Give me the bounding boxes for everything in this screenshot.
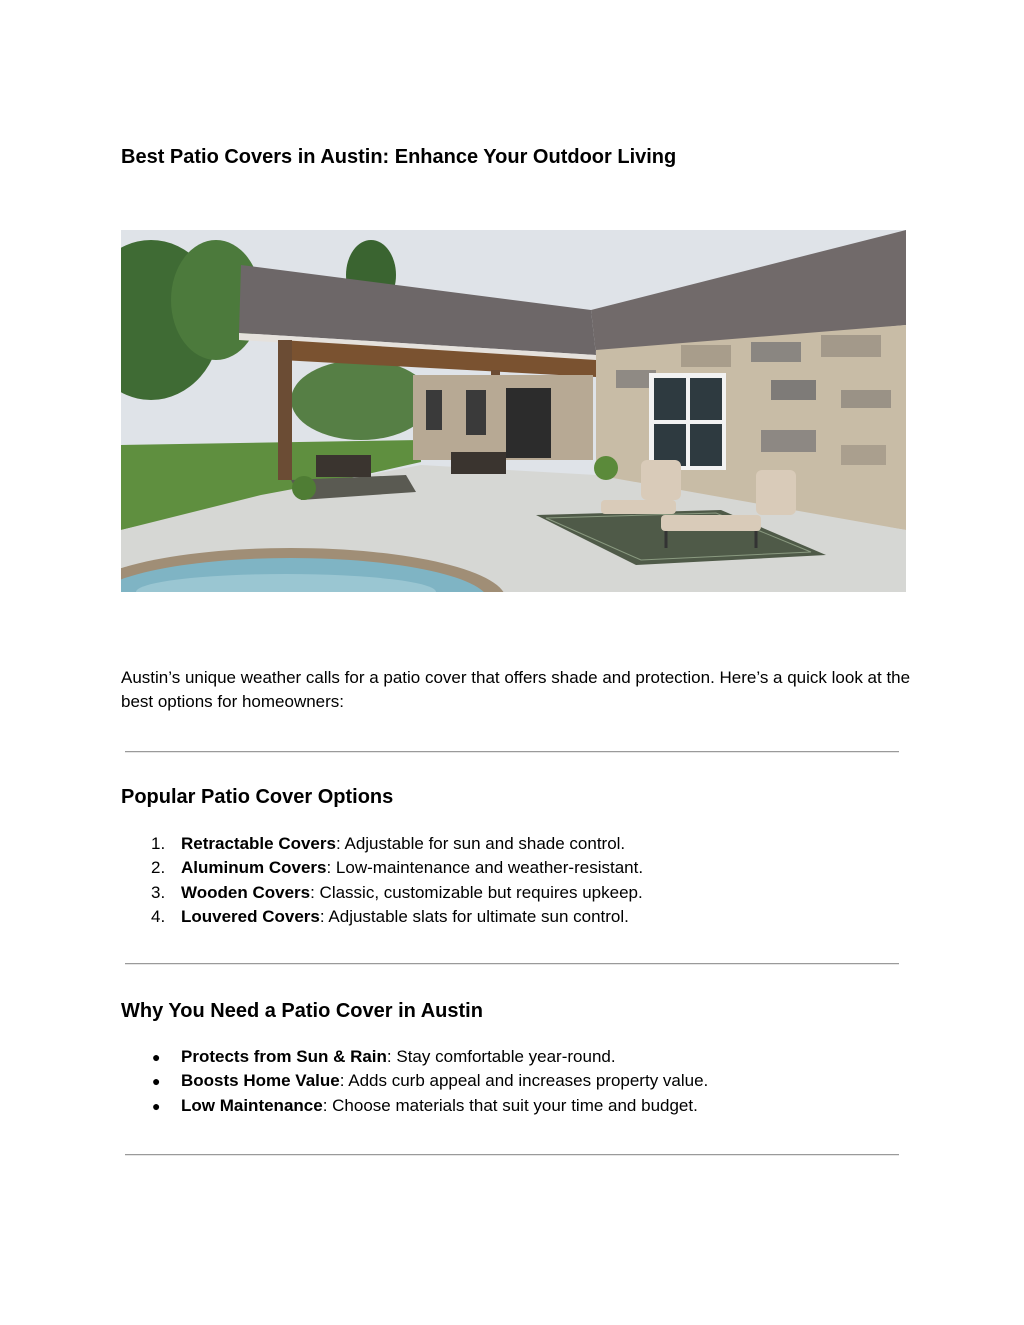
patio-photo-icon	[121, 230, 906, 592]
list-item	[121, 1069, 708, 1093]
divider	[125, 963, 899, 965]
option-term: Retractable Covers	[181, 834, 336, 853]
options-list	[121, 832, 643, 930]
reason-term: Low Maintenance	[181, 1095, 323, 1115]
reason-description: : Adds curb appeal and increases property value.	[339, 1071, 709, 1091]
options-heading: Popular Patio Cover Options	[121, 786, 394, 808]
page-title: Best Patio Covers in Austin: Enhance Your Outdoor Living	[121, 146, 677, 168]
divider	[125, 751, 899, 753]
reason-description: : Choose materials that suit your time and budget.	[322, 1095, 698, 1115]
bullet-icon: ●	[152, 1049, 161, 1065]
option-term: Wooden Covers	[181, 882, 311, 902]
list-item	[121, 1094, 708, 1118]
option-term: Louvered Covers	[181, 907, 320, 927]
reason-term: Protects from Sun & Rain	[181, 1047, 387, 1066]
list-item	[121, 905, 643, 929]
list-item	[121, 1045, 708, 1069]
list-number: 3.	[151, 882, 166, 902]
divider	[125, 1154, 899, 1156]
option-description: : Adjustable slats for ultimate sun control.	[319, 907, 629, 927]
bullet-icon: ●	[152, 1073, 161, 1090]
reason-term: Boosts Home Value	[181, 1071, 340, 1091]
list-number: 2.	[151, 858, 166, 878]
list-item	[121, 832, 643, 856]
option-term: Aluminum Covers	[181, 858, 327, 878]
bullet-icon: ●	[152, 1097, 161, 1114]
option-description: : Low-maintenance and weather-resistant.	[326, 858, 644, 878]
list-number: 4.	[151, 907, 166, 927]
list-item	[121, 881, 643, 905]
intro-paragraph: Austin’s unique weather calls for a patio cover that offers shade and protection. Here’s a quick look at the best options for homeowners:	[121, 668, 911, 711]
patio-photo	[121, 230, 906, 592]
reasons-list	[121, 1045, 708, 1118]
list-number: 1.	[151, 834, 166, 853]
list-item	[121, 856, 643, 880]
reason-description: : Stay comfortable year-round.	[386, 1047, 616, 1066]
option-description: : Classic, customizable but requires upkeep.	[310, 882, 643, 902]
option-description: : Adjustable for sun and shade control.	[335, 834, 626, 853]
reasons-heading: Why You Need a Patio Cover in Austin	[121, 1000, 483, 1022]
